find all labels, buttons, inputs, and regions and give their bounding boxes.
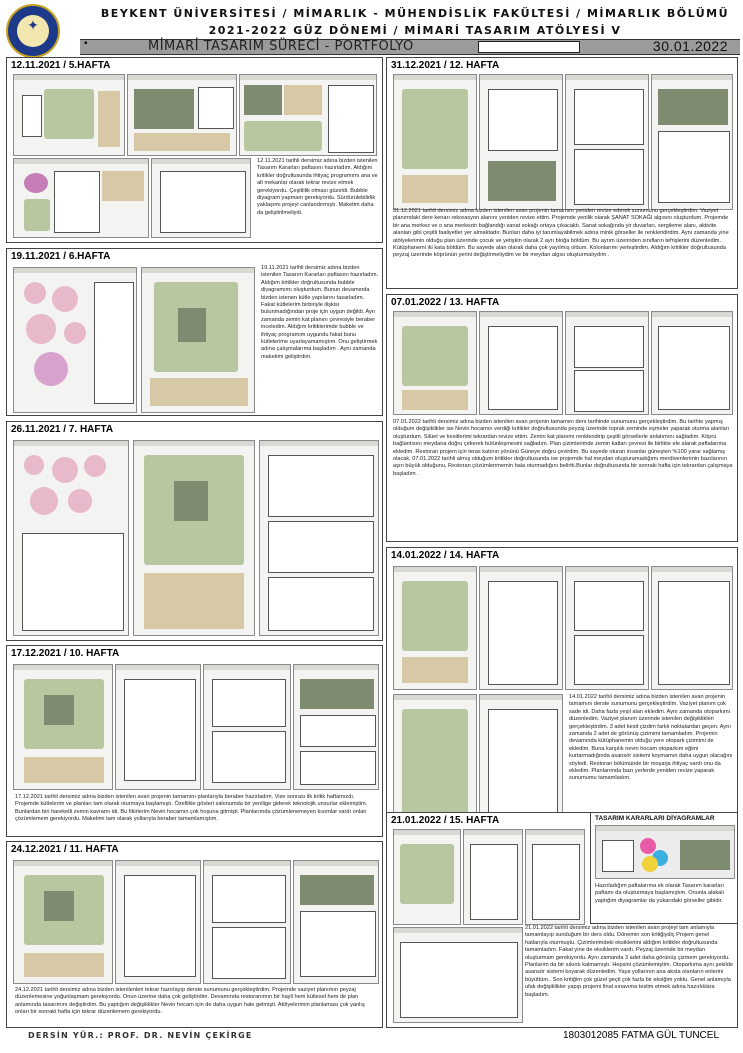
portfolio-title: MİMARİ TASARIM SÜRECİ - PORTFOLYO (148, 39, 414, 54)
design-diagram-description: Hazırladığım paftalarıma ek olarak Tasarım kararları paftamı da oluşturmaya başlamıştım. Onunla alakalı yaptığım diyagramlar da yukarıdaki görseller gibidir. (595, 883, 725, 904)
week-14-sheet-3 (565, 566, 649, 690)
week-10-sheet-1 (13, 664, 113, 790)
week-12-title: 31.12.2021 / 12. HAFTA (391, 60, 500, 71)
week-15-sheet-1 (393, 829, 461, 925)
week-15-sheet-2 (463, 829, 523, 925)
week-11-sheet-1 (13, 860, 113, 984)
week-5-sheet-4 (13, 158, 149, 238)
week-6-description: 19.11.2021 tarihli dersimiz adına bizden istenilen Tasarım Kararları paftasını hazırladım. Aldığım kritikler doğrultusunda bubble diyagramımı oluşturdum. Bunun devamında bizden istenen kütle yapılarını tasarladım. Fakat kütlelerim birbiriyle ilişkisi bulunmadığından proje için uygun değildi. Ayrı zamanda zemin kat planını çevresiyle beraber inceledim. Aldığım kritiklerimde bubble ve ihtiyaç programım uygundu fakat bunu kütlelerime uyarlayamamıştım. Onu geliştirmek adına çalışmalarıma başladım . Aynı zamanda maketimi geliştirdim. (261, 265, 379, 360)
week-11-panel (6, 841, 383, 1028)
week-15-title: 21.01.2022 / 15. HAFTA (391, 815, 500, 826)
week-14-sheet-5 (393, 694, 477, 826)
calendar-icon: ▪ (84, 38, 88, 49)
week-14-sheet-4 (651, 566, 733, 690)
week-12-sheet-4 (651, 74, 733, 210)
week-13-panel (386, 294, 738, 542)
week-10-sheet-2 (115, 664, 201, 790)
week-11-sheet-3 (203, 860, 291, 984)
week-11-description: 24.12.2021 tarihli dersimiz adına bizden istenilenleri tekrar hazırlayıp derste sunumunu gerçekleştirdim. Projemde vaziyet planımın peyzaj düzenlemesine yoğunlaşmam gerekiyordu. Onun üzerine daha çok geliştirdim. Devamında restoranımın bir hayli hem kütlesel hem de plan anlamında tasarımını değiştirdim. Bu yaptığım değişiklikler Nevin hocam için de daha uygun hale gelmişti. Atölyelerimin planlaması çok yanlış onları bir sonraki hafta için tekrar düzenlemem gerekiyordu. (15, 987, 365, 1016)
week-11-sheet-4 (293, 860, 379, 984)
week-7-panel (6, 421, 383, 641)
week-12-sheet-2 (479, 74, 563, 210)
week-12-sheet-3 (565, 74, 649, 210)
week-15-sheet-3 (525, 829, 585, 925)
week-15-description: 21.01.2022 tarihli dersimiz adına bizden istenilen avan projeyi tam anlamıyla tamamlayıp sunduğum bir ders oldu. Dönemin son kritiğiydiç Projem genel hatlarıyla oturmuştu. Çizimlerimdeki eksiklerimi aldığım kritikler doğrultusunda tamamladım. Fakat yine de eksiklerim vardı. Peyzaj üzerinde bir meydan oluşturmam gerekiyordu. Aynı zamanda 3 adet daha görünüş çizmem gerekiyordu. Planlarım da bir sıkıntı kalmamıştı. Hepsini çözümlemiştim. Otoparkıma aynı şekilde asansör sistemi koyarak düzenledim. Yaya yollarının ana aksta olanların enlerini büyüttüm.. Son kritiğim çok güzel geçti çok fazla bir eksiğim yoktu. Genel anlamıyla ufak değişiklikler yapıp projemi final sınavıma teslim etmek adına hazırlıklara başladım. (525, 925, 733, 998)
week-5-panel (6, 57, 383, 243)
header-line-1: BEYKENT ÜNİVERSİTESİ / MİMARLIK - MÜHENDİSLİK FAKÜLTESİ / MİMARLIK BÖLÜMÜ (100, 7, 730, 20)
design-diagram-image (595, 825, 735, 879)
week-10-panel (6, 645, 383, 837)
week-13-sheet-1 (393, 311, 477, 415)
week-14-sheet-1 (393, 566, 477, 690)
week-12-sheet-1 (393, 74, 477, 210)
week-7-sheet-3 (259, 440, 379, 636)
title-bar (80, 39, 740, 55)
week-11-title: 24.12.2021 / 11. HAFTA (11, 844, 119, 855)
week-5-sheet-5 (151, 158, 251, 238)
week-15-sheet-4 (393, 927, 523, 1023)
week-14-panel (386, 547, 738, 831)
week-13-sheet-2 (479, 311, 563, 415)
week-14-sheet-2 (479, 566, 563, 690)
week-14-sheet-6 (479, 694, 563, 826)
week-7-sheet-1 (13, 440, 129, 636)
week-13-description: 07.01.2022 tarihli dersimiz adına bizden istenilen avan projenin tamamını ders tarihinde sunumunu gerçekleştirdim. Bu tarihte yapmış olduğum değişiklikler ise Nevin hocamın verdiği kritikler doğrultusunda peyzaj üzerinde toprak zeminde eşmeler yaparak oturma alanları oluşturdum. Silüet ve kesitlerimi tekrardan revize ettim. Zemin kat planımı renklendirip çeşitli görsellerle anlatımını sağladım. Köprü bağlantısını meydana doğru çekerek bütünleşmesini sağladım. Plan çizimlerimde zemin katları çevresi ile birlikte ele alarak paftalarıma ekledim. Restoran projem için teras katının yönünü Güneye doğru çevirdim. Bu sayede oturan insanlar güneşten %100 yarar sağlamış olacak. 07.01.2022 tarihli almış olduğum kritikler doğrultusunda ise projemde hal meydan oluşturamadığımı merdivenlerimin bazılarının aşırı büyük olduğunu, Restoran çözümlenmemin hala oturmadığını belirtti.Bunlar doğrultusunda bir sonraki hafta için tekrardan çalışmaya başladım . (393, 419, 733, 477)
week-6-panel (6, 248, 383, 416)
university-logo: ✦ (6, 4, 60, 58)
week-12-description: 31.12.2021 tarihli dersimiz adına bizden istenilen avan projenin tamamını yeniden revize ederek sunumunu gerçekleştirdim. Vaziyet planımdaki dere kenarı rekreasyon alanını yeniden revize ettim. Projemde yenilik olarak ŞANAT SOKAĞI algısını oluşturdum. Projemde bir ana merkez ve o ana merkezin bağlandığı sanat sokağı ortaya çıkacaktı. Sanat sokağında yir duvarları, sergileme alanı, aktivite alanları gibi çeşitli faaliyetler yer almaktadır. Bunları daha iyi tanımlayabilmek adına minik görseller ile renklendirdim. Aynı zamanda yine atölyelerimin olduğu plan üzerinde çocuk ve yetişkin olarak 2 ayrı bloğa böldüm. Bu ayrım üzerinden sınıfların tefrişlerini düzenledim. Kütüphanemi iki kata böldüm. Bu sayede alan olarak daha çok yayılmış oldum. Kolonlarımı yerleştirdim. Aldığım kritikler doğrultusunda peyzaj üzerinde köprünün yerini değiştirmeliydim ve bir meydan algısı oluşturmalıydım . (393, 208, 729, 259)
week-6-sheet-2 (141, 267, 255, 413)
week-13-sheet-3 (565, 311, 649, 415)
week-14-title: 14.01.2022 / 14. HAFTA (391, 550, 500, 561)
week-6-sheet-1 (13, 267, 137, 413)
week-10-description: 17.12.2021 tarihli dersimiz adına bizden istenilen avan projenin tamamını planlarıyla beraber hazırladım. Vize sonrası ilk kritik haftamızdı. Projemde kütlelerim ve planları tam olarak oturmaya başlamıştı. Özellikle gösteri salonumda bir yenilige giderek teknolojik unsurlar eklemiştim. Bunlardan biri hareketli zemin kavramı idi. Bu fikirlerim Nevin hocamın çok hoşuna gitmişti. Planlarımda çözümlenemeyen kısımlar vardı onları çözümlemem gerekiyordu. Maketimi tam olarak yollarıyla beraber tamamlamıştım. (15, 794, 368, 823)
week-5-title: 12.11.2021 / 5.HAFTA (11, 60, 111, 71)
week-10-sheet-3 (203, 664, 291, 790)
week-10-sheet-4 (293, 664, 379, 790)
week-12-panel (386, 57, 738, 289)
week-13-title: 07.01.2022 / 13. HAFTA (391, 297, 500, 308)
design-diagram-title: TASARIM KARARLARI DİYAGRAMLAR (595, 815, 715, 822)
advisor-name: DERSİN YÜR.: PROF. DR. NEVİN ÇEKİRGE (28, 1031, 253, 1040)
week-7-sheet-2 (133, 440, 255, 636)
week-5-description: 12.11.2021 tarihli dersimiz adına bizden istenilen Tasarım Kararları paftasını hazırladım. Aldığım kritikler doğrultusunda ihtiyaç programımı ana ve alt mekanlar olarak tekrar revize etmek gerekiyordu. Çeşitlilik olması güzeldi. Bubble diyagram yapmam gerekiyordu. Sürdürülebilirlik yaklaşımı projeyi canlandırmıştı. Maketim daha da geliştirilmeliydi. (257, 158, 378, 216)
week-7-title: 26.11.2021 / 7. HAFTA (11, 424, 114, 435)
progress-box (478, 41, 580, 53)
design-diagram-box (590, 812, 738, 924)
week-5-sheet-3 (239, 74, 377, 156)
week-11-sheet-2 (115, 860, 201, 984)
week-6-title: 19.11.2021 / 6.HAFTA (11, 251, 111, 262)
week-10-title: 17.12.2021 / 10. HAFTA (11, 648, 120, 659)
header-line-2: 2021-2022 GÜZ DÖNEMİ / MİMARİ TASARIM ATÖLYESİ V (208, 24, 622, 37)
week-5-sheet-2 (127, 74, 237, 156)
header-date: 30.01.2022 (652, 38, 728, 54)
student-name: 1803012085 FATMA GÜL TUNCEL (563, 1030, 720, 1041)
week-5-sheet-1 (13, 74, 125, 156)
week-13-sheet-4 (651, 311, 733, 415)
week-14-description: 14.01.2022 tarihli dersimiz adına bizden istenilen avan projenin tamamını derste sunumunu gerçekleştirdim. Vaziyet planım çok sade idi. Daha fazla yeşil alan ekledim. Aynı zamanda otoparkımı düzenledim. Vaziyet planım üzerinde istenilen değişiklikleri gerçekleştirdim. 3 adet kesit çizdim farklı noktalardan geçen. Aynı zamanda 2 adet de görünüş çizimimi tamamladım. Projemin devamında kütüphanemin olduğu yere otopark çizimimi de ekledim. Buna karşılık nevin hocam otoparkım eğimi kurtarmadığında asansör sistemi koymamın daha uygun olacağını söyledi. Restoran bölümünde bir moşarja ihtiyaç vardı onu da ekledim. Planlarımda bazı yerlerde yeniden revize yaparak sunumumu tamamladım. (569, 694, 733, 782)
